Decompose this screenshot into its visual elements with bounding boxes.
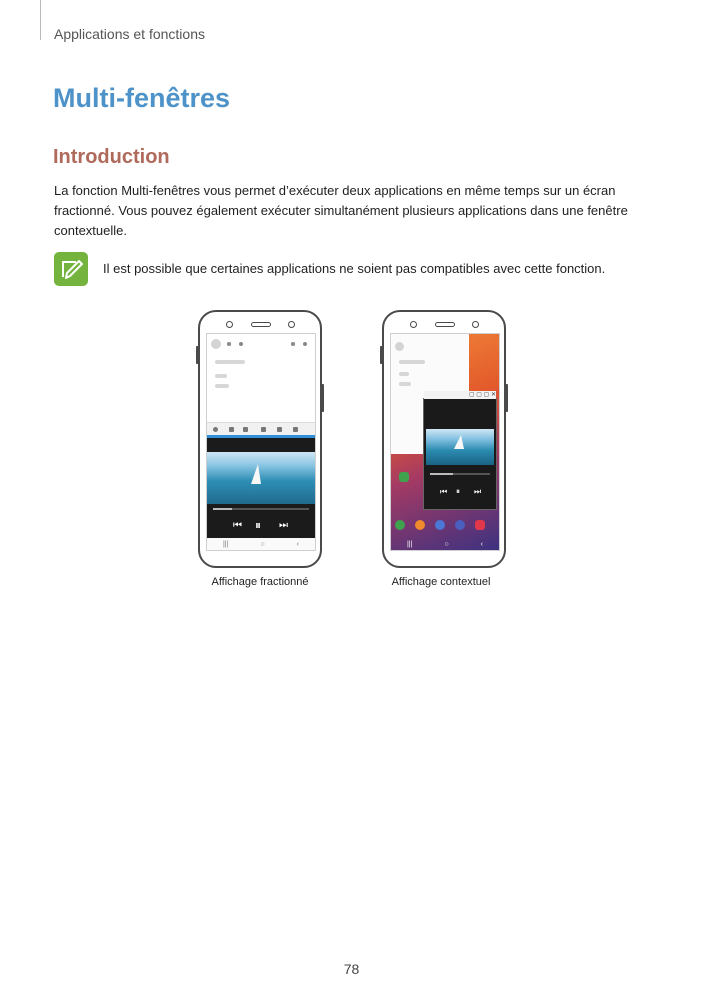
pencil-note-icon (54, 252, 88, 286)
format-icon (213, 427, 218, 432)
note-line (399, 360, 425, 364)
recents-icon: ||| (406, 540, 413, 548)
contacts-app-icon (415, 520, 425, 530)
next-icon: ⏭ (279, 520, 288, 531)
phone-popup-view-illustration (382, 310, 506, 568)
pause-icon: ⏸ (456, 487, 460, 496)
note-line (399, 382, 411, 386)
volume-button (196, 346, 199, 364)
note-line (215, 374, 227, 378)
home-icon: ○ (444, 540, 449, 548)
page-number: 78 (343, 961, 360, 977)
margin-rule (40, 0, 41, 40)
phone-app-icon (395, 520, 405, 530)
phone-screen (206, 333, 316, 551)
note-line (215, 360, 245, 364)
sailboat-image (454, 435, 464, 449)
figure-caption-split: Affichage fractionné (211, 576, 309, 588)
popup-window-bar: ▢ ▢ ▢ ✕ (424, 391, 496, 399)
navigation-bar (207, 538, 315, 550)
phone-screen (390, 333, 500, 551)
power-button (321, 384, 324, 412)
format-icon (293, 427, 298, 432)
pause-icon: ⏸ (255, 518, 262, 532)
format-icon (243, 427, 248, 432)
page-title: Multi-fenêtres (53, 83, 231, 113)
next-icon: ⏭ (474, 487, 482, 496)
notes-toolbar (211, 339, 311, 349)
format-icon (229, 427, 234, 432)
sailboat-image (251, 464, 261, 484)
messages-app-icon (435, 520, 445, 530)
speaker-icon (251, 322, 271, 327)
running-header: Applications et fonctions (54, 26, 205, 42)
sensor-icon (288, 321, 295, 328)
camera-app-icon (475, 520, 485, 530)
camera-icon (410, 321, 417, 328)
attach-icon (291, 342, 295, 346)
recents-icon: ||| (222, 540, 229, 548)
note-text: Il est possible que certaines applications ne soient pas compatibles avec cette fonction. (103, 261, 606, 276)
power-button (505, 384, 508, 412)
notes-app-window (207, 334, 315, 435)
format-icon (277, 427, 282, 432)
video-frame (207, 452, 315, 504)
format-icon (261, 427, 266, 432)
volume-button (380, 346, 383, 364)
back-icon: ‹ (480, 540, 483, 548)
phone-split-view-illustration (198, 310, 322, 568)
video-frame (426, 429, 494, 465)
seek-bar (213, 508, 309, 510)
home-icon: ○ (260, 540, 265, 548)
previous-icon: ⏮ (233, 520, 242, 531)
previous-icon: ⏮ (440, 487, 448, 496)
seek-bar (430, 473, 490, 475)
more-icon (303, 342, 307, 346)
brush-icon (239, 342, 243, 346)
navigation-bar (391, 538, 499, 550)
text-style-icon (211, 339, 221, 349)
internet-app-icon (455, 520, 465, 530)
back-icon: ‹ (296, 540, 299, 548)
note-line (215, 384, 229, 388)
text-style-icon (395, 342, 404, 351)
pen-icon (227, 342, 231, 346)
speaker-icon (435, 322, 455, 327)
intro-paragraph: La fonction Multi-fenêtres vous permet d’exécuter deux applications en même temps sur un écran fractionné. Vous pouvez également exécuter simultanément plusieurs applications dans une fenêtre contextuelle. (54, 183, 628, 238)
camera-icon (226, 321, 233, 328)
sensor-icon (472, 321, 479, 328)
app-icon (399, 472, 409, 482)
figure-caption-popup: Affichage contextuel (391, 576, 491, 588)
note-line (399, 372, 409, 376)
format-toolbar (207, 422, 315, 436)
popup-video-window (423, 392, 497, 510)
section-title: Introduction (53, 146, 170, 168)
video-player-window (207, 438, 315, 538)
